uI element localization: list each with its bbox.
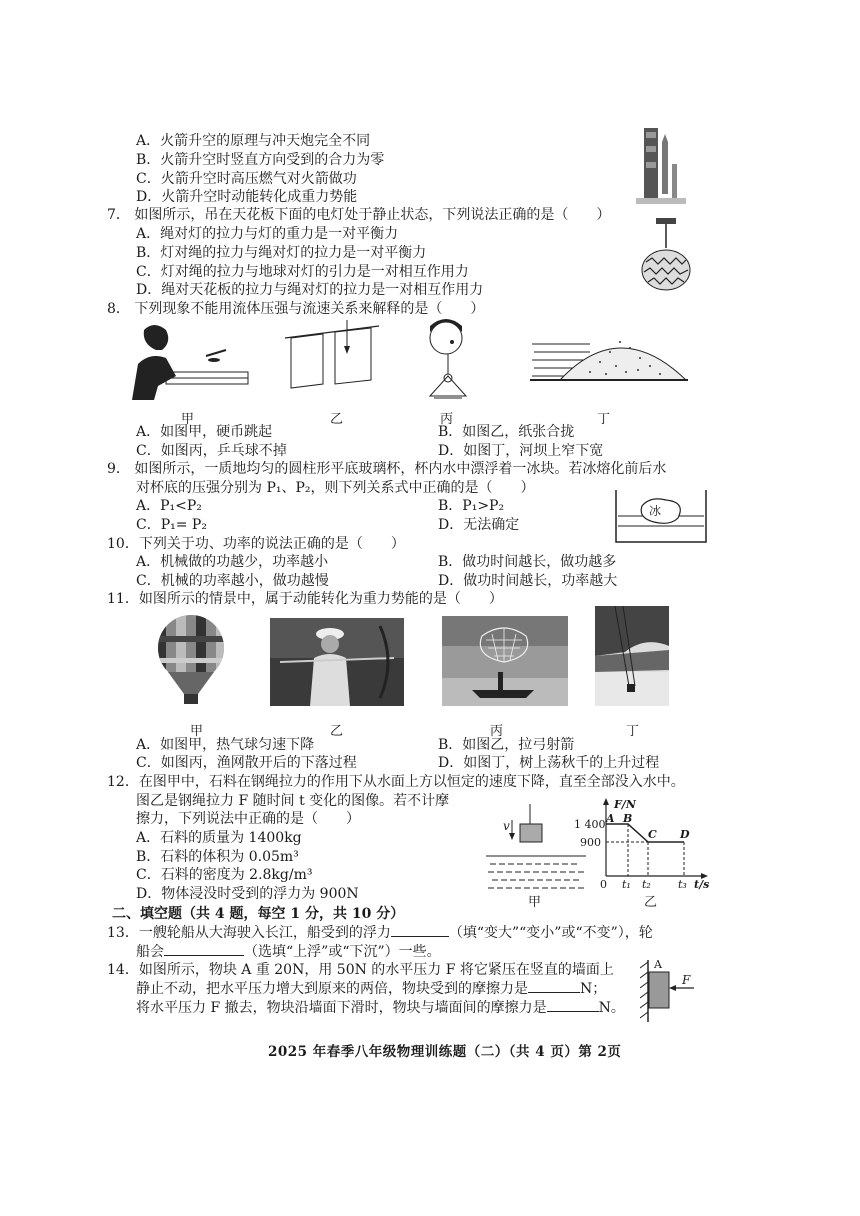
q6-option-b: B．火箭升空时竖直方向受到的合力为零 (136, 152, 385, 168)
q14-blank-1[interactable] (528, 980, 580, 993)
q12-caption-yi: 乙 (644, 895, 658, 910)
q13-text-1: 13．一艘轮船从大海驶入长江，船受到的浮力 (107, 925, 391, 941)
stone-descending-figure (484, 804, 588, 890)
graph-x-tick-t3: t₃ (678, 878, 687, 891)
q11-caption-ding: 丁 (626, 724, 640, 739)
q11-caption-jia: 甲 (190, 724, 204, 739)
river-dam-figure (530, 322, 688, 384)
graph-point-b: B (623, 812, 633, 825)
paper-sheets-figure (283, 320, 383, 398)
q14-text-2b: N； (580, 981, 607, 997)
q10-option-d: D．做功时间越长，功率越大 (438, 573, 618, 589)
graph-y-tick-1400: 1 400 (574, 818, 606, 831)
q12-stem-line3: 擦力，下列说法中正确的是（ ） (136, 811, 360, 827)
q8-stem: 8． 下列现象不能用流体压强与流速关系来解释的是（ ） (107, 301, 485, 317)
graph-point-d: D (680, 828, 690, 841)
block-against-wall-figure (640, 960, 696, 1022)
hanging-lamp-figure (638, 218, 694, 296)
q8-caption-jia: 甲 (181, 412, 195, 427)
q11-option-b: B．如图乙，拉弓射箭 (438, 737, 575, 753)
q6-option-d: D．火箭升空时动能转化成重力势能 (136, 189, 358, 205)
q8-option-c: C．如图丙，乒乓球不掉 (136, 443, 287, 459)
graph-point-c: C (648, 828, 657, 841)
rocket-launch-photo (636, 124, 686, 206)
fishing-net-photo (442, 616, 568, 706)
pingpong-funnel-figure (420, 318, 478, 400)
q10-option-b: B．做功时间越长，做功越多 (438, 554, 617, 570)
q11-option-c: C．如图丙，渔网散开后的下落过程 (136, 755, 357, 771)
q7-option-b: B．灯对绳的拉力与绳对灯的拉力是一对平衡力 (136, 245, 427, 261)
q12-option-a: A．石料的质量为 1400kg (136, 830, 302, 846)
force-label: F (682, 973, 691, 987)
q12-option-b: B．石料的体积为 0.05m³ (136, 849, 299, 865)
q12-option-d: D．物体浸没时受到的浮力为 900N (136, 886, 359, 902)
q8-option-a: A．如图甲，硬币跳起 (136, 424, 273, 440)
q8-option-d: D．如图丁，河坝上窄下宽 (438, 443, 604, 459)
q10-stem: 10．下列关于功、功率的说法正确的是（ ） (107, 536, 405, 552)
q12-option-c: C．石料的密度为 2.8kg/m³ (136, 867, 313, 883)
q11-option-a: A．如图甲，热气球匀速下降 (136, 737, 315, 753)
hot-air-balloon-photo (156, 614, 226, 708)
q9-stem-line2: 对杯底的压强分别为 P₁、P₂，则下列关系式中正确的是（ ） (136, 480, 535, 496)
q14-text-2a: 静止不动，把水平压力增大到原来的两倍，物块受到的摩擦力是 (136, 981, 528, 997)
q13-line1 (107, 924, 653, 942)
q14-text-3b: N。 (598, 1000, 625, 1016)
q11-stem: 11．如图所示的情景中，属于动能转化为重力势能的是（ ） (107, 591, 503, 607)
graph-x-tick-t1: t₁ (622, 878, 631, 891)
q12-stem-line1: 12．在图甲中，石料在钢绳拉力的作用下从水面上方以恒定的速度下降，直至全部没入水中。 (107, 774, 685, 790)
q9-option-d: D．无法确定 (438, 517, 520, 533)
q13-text-4: （选填“上浮”或“下沉”）一些。 (244, 944, 441, 960)
q14-line3 (136, 999, 625, 1017)
q11-caption-yi: 乙 (330, 724, 344, 739)
q8-caption-bing: 丙 (440, 412, 454, 427)
q7-option-d: D．绳对天花板的拉力与绳对灯的拉力是一对相互作用力 (136, 282, 484, 298)
q10-option-c: C．机械的功率越小，做功越慢 (136, 573, 329, 589)
q8-caption-yi: 乙 (330, 412, 344, 427)
q13-text-2: （填“变大”“变小”或“不变”），轮 (448, 925, 653, 941)
block-label: A (654, 958, 662, 971)
page-footer: 2025 年春季八年级物理训练题（二）（共 4 页）第 2页 (268, 1044, 622, 1060)
q9-stem-line1: 9． 如图所示，一质地均匀的圆柱形平底玻璃杯，杯内水中漂浮着一冰块。若冰熔化前后水 (107, 461, 667, 477)
q13-line2 (136, 943, 441, 961)
archery-photo (270, 618, 404, 706)
q11-option-d: D．如图丁，树上荡秋千的上升过程 (438, 755, 660, 771)
q14-line1: 14．如图所示，物块 A 重 20N，用 50N 的水平压力 F 将它紧压在竖直的墙面上 (107, 962, 614, 978)
swing-photo (595, 606, 669, 706)
q7-option-c: C．灯对绳的拉力与地球对灯的引力是一对相互作用力 (136, 264, 469, 280)
q7-option-a: A．绳对灯的拉力与灯的重力是一对平衡力 (136, 226, 399, 242)
q9-option-a: A．P₁<P₂ (136, 498, 202, 514)
graph-point-a: A (606, 812, 615, 825)
section-2-title: 二、填空题（共 4 题，每空 1 分，共 10 分） (112, 906, 405, 922)
graph-x-axis-label: t/s (694, 878, 710, 891)
graph-x-tick-t2: t₂ (642, 878, 651, 891)
q6-option-a: A．火箭升空的原理与冲天炮完全不同 (136, 133, 371, 149)
q8-caption-ding: 丁 (597, 412, 611, 427)
q9-option-b: B．P₁>P₂ (438, 498, 505, 514)
q6-option-c: C．火箭升空时高压燃气对火箭做功 (136, 171, 357, 187)
q9-option-c: C．P₁= P₂ (136, 517, 207, 533)
coin-jump-figure (126, 320, 251, 400)
q8-option-b: B．如图乙，纸张合拢 (438, 424, 575, 440)
q14-line2 (136, 980, 606, 998)
q10-option-a: A．机械做的功越少，功率越小 (136, 554, 329, 570)
q13-blank-2[interactable] (164, 943, 244, 956)
ice-label: 冰 (649, 504, 662, 518)
graph-y-axis-label: F/N (614, 798, 636, 811)
q12-caption-jia: 甲 (528, 895, 542, 910)
graph-y-tick-900: 900 (580, 836, 601, 849)
q12-stem-line2: 图乙是钢绳拉力 F 随时间 t 变化的图像。若不计摩 (136, 793, 450, 809)
q13-blank-1[interactable] (391, 924, 449, 937)
q14-text-3a: 将水平压力 F 撤去，物块沿墙面下滑时，物块与墙面间的摩擦力是 (136, 1000, 547, 1016)
q7-stem: 7． 如图所示，吊在天花板下面的电灯处于静止状态，下列说法正确的是（ ） (107, 207, 611, 223)
q14-blank-2[interactable] (547, 999, 599, 1012)
q11-caption-bing: 丙 (490, 724, 504, 739)
q13-text-3: 船会 (136, 944, 164, 960)
graph-x-tick-0: 0 (600, 878, 607, 891)
velocity-label: v (503, 819, 510, 833)
